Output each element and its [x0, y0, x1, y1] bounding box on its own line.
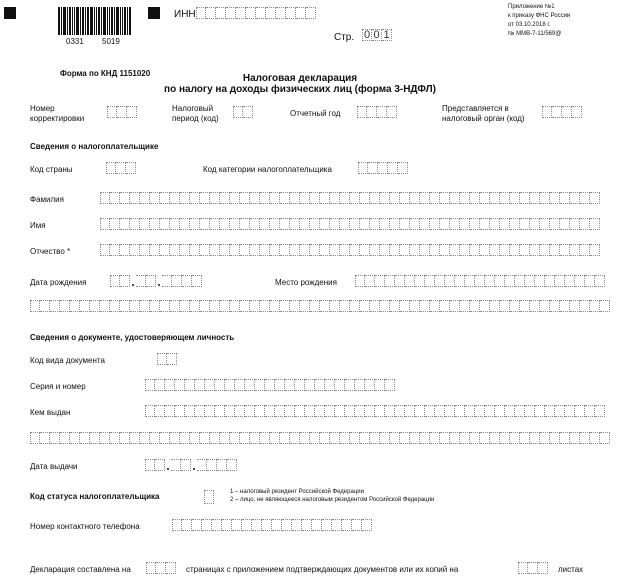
series-number-field[interactable] — [145, 379, 395, 391]
country-code-field[interactable] — [106, 162, 136, 174]
series-number-label: Серия и номер — [30, 382, 86, 391]
birth-date-label: Дата рождения — [30, 278, 87, 287]
issued-by-label: Кем выдан — [30, 408, 71, 417]
page-number-field[interactable] — [362, 29, 392, 41]
inn-label: ИНН — [174, 9, 196, 20]
issued-by-field-line-2[interactable] — [30, 432, 610, 444]
pages-with-attachment-label: страницах с приложением подтверждающих документов или их копий на — [186, 565, 459, 574]
status-option-2: 2 – лицо, не являющееся налоговым резидентом Российской Федерации — [230, 497, 435, 503]
surname-field[interactable] — [100, 192, 600, 204]
period-label-2: период (код) — [172, 114, 219, 123]
inn-field[interactable] — [196, 7, 316, 19]
corner-marker-right — [148, 7, 160, 19]
sheets-label: листах — [558, 565, 584, 574]
authority-label-1: Представляется в — [442, 104, 509, 113]
correction-label-2: корректировки — [30, 114, 85, 123]
birth-place-field-line-1[interactable] — [355, 275, 605, 287]
issue-date-label: Дата выдачи — [30, 462, 78, 471]
authority-code-field[interactable] — [542, 106, 582, 118]
period-label-1: Налоговый — [172, 104, 214, 113]
sheets-count-field[interactable] — [518, 562, 548, 574]
phone-field[interactable] — [172, 519, 372, 531]
form-code: Форма по КНД 1151020 — [60, 69, 151, 78]
appendix-line-4: № ММВ-7-11/569@ — [508, 31, 562, 37]
category-code-field[interactable] — [358, 162, 408, 174]
title-line-1: Налоговая декларация — [242, 73, 358, 84]
doc-type-label: Код вида документа — [30, 356, 105, 365]
patronymic-label: Отчество * — [30, 247, 71, 256]
name-field[interactable] — [100, 218, 600, 230]
page-digit-3: 1 — [382, 29, 392, 41]
compiled-on-label: Декларация составлена на — [30, 565, 131, 574]
authority-label-2: налоговый орган (код) — [442, 114, 525, 123]
birth-date-field[interactable] — [110, 275, 202, 287]
birth-place-label: Место рождения — [275, 278, 337, 287]
year-label: Отчетный год — [290, 109, 341, 118]
page-digit-2: 0 — [372, 29, 382, 41]
status-code-field[interactable] — [204, 490, 214, 504]
status-option-1: 1 – налоговый резидент Российской Федерации — [230, 489, 364, 495]
issued-by-field-line-1[interactable] — [145, 405, 605, 417]
status-label: Код статуса налогоплательщика — [30, 492, 160, 501]
name-label: Имя — [30, 221, 46, 230]
title-line-2: по налогу на доходы физических лиц (форма 3-НДФЛ) — [164, 84, 436, 95]
barcode-number-1: 0331 — [66, 37, 84, 46]
correction-number-field[interactable] — [107, 106, 137, 118]
phone-label: Номер контактного телефона — [30, 522, 140, 531]
patronymic-field[interactable] — [100, 244, 600, 256]
doc-type-field[interactable] — [157, 353, 177, 365]
corner-marker-left — [4, 7, 16, 19]
pages-count-field[interactable] — [146, 562, 176, 574]
country-code-label: Код страны — [30, 165, 73, 174]
year-field[interactable] — [357, 106, 397, 118]
surname-label: Фамилия — [30, 195, 64, 204]
period-code-field[interactable] — [233, 106, 253, 118]
correction-label-1: Номер — [30, 104, 55, 113]
appendix-line-3: от 03.10.2018 г. — [508, 22, 551, 28]
category-code-label: Код категории налогоплательщика — [203, 165, 332, 174]
page-digit-1: 0 — [363, 29, 371, 41]
document-section-title: Сведения о документе, удостоверяющем личность — [30, 333, 235, 342]
taxpayer-section-title: Сведения о налогоплательщике — [30, 142, 159, 151]
appendix-line-2: к приказу ФНС России — [508, 13, 571, 19]
issue-date-field[interactable] — [145, 459, 237, 471]
birth-place-field-line-2[interactable] — [30, 300, 610, 312]
page-label: Стр. — [334, 32, 355, 43]
barcode-number-2: 5019 — [102, 37, 120, 46]
appendix-line-1: Приложение №1 — [508, 4, 555, 10]
barcode-image — [58, 7, 140, 35]
